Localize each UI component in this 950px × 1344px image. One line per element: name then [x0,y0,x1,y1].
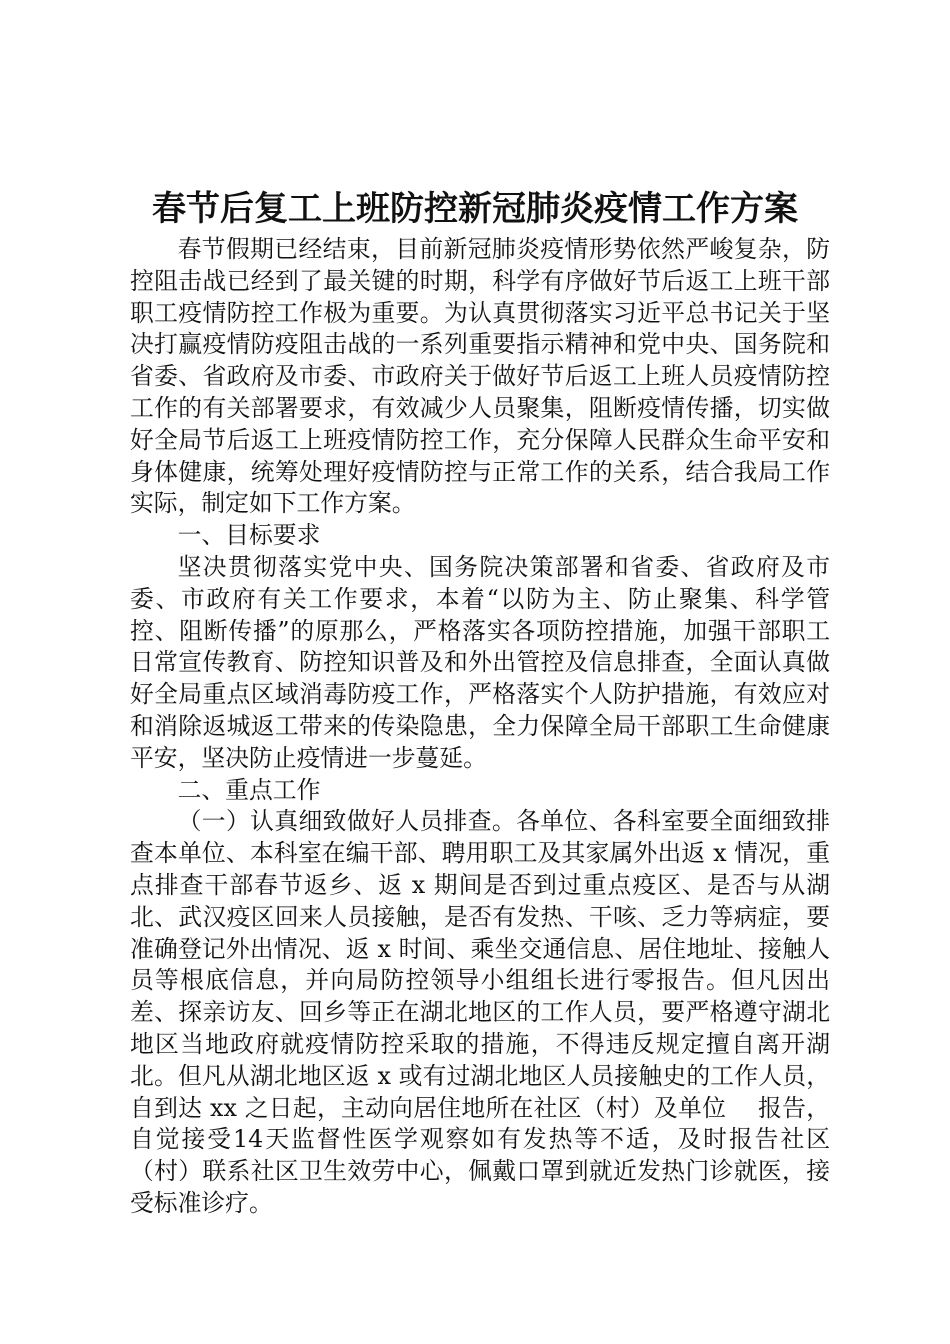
document-title: 春节后复工上班防控新冠肺炎疫情工作方案 [152,189,798,229]
intro-paragraph: 春节假期已经结束，目前新冠肺炎疫情形势依然严峻复杂，防控阻击战已经到了最关键的时期，科学有序做好节后返工上班干部职工疫情防控工作极为重要。为认真贯彻落实习近平总书记关于坚决打赢疫情防疫阻击战的一系列重要指示精神和党中央、国务院和省委、省政府及市委、市政府关于做好节后返工上班人员疫情防控工作的有关部署要求，有效减少人员聚集，阻断疫情传播，切实做好全局节后返工上班疫情防控工作，充分保障人民群众生命平安和身体健康，统筹处理好疫情防控与正常工作的关系，结合我局工作实际，制定如下工作方案。 [130,235,830,518]
section-heading-key-work: 二、重点工作 [177,775,321,804]
document-body [130,234,830,1220]
key-work-item-1-paragraph: （一）认真细致做好人员排查。各单位、各科室要全面细致排查本单位、本科室在编干部、聘用职工及其家属外出返 x 情况，重点排查干部春节返乡、返 x 期间是否到过重点疫区、是否与从湖北、武汉疫区回来人员接触，是否有发热、干咳、乏力等病症，要准确登记外出情况、返 x 时间、乘坐交通信息、居住地址、接触人员等根底信息，并向局防控领导小组组长进行零报告。但凡因出差、探亲访友、回乡等正在湖北地区的工作人员，要严格遵守湖北地区当地政府就疫情防控采取的措施，不得违反规定擅自离开湖北。但凡从湖北地区返 x 或有过湖北地区人员接触史的工作人员，自到达 xx 之日起，主动向居住地所在社区（村）及单位 报告，自觉接受14天监督性医学观察如有发热等不适，及时报告社区（村）联系社区卫生效劳中心，佩戴口罩到就近发热门诊就医，接受标准诊疗。 [130,807,830,1217]
section-heading-goals: 一、目标要求 [177,521,321,550]
goals-paragraph: 坚决贯彻落实党中央、国务院决策部署和省委、省政府及市委、市政府有关工作要求，本着“以防为主、防止聚集、科学管控、阻断传播”的原那么，严格落实各项防控措施，加强干部职工日常宣传教育、防控知识普及和外出管控及信息排查，全面认真做好全局重点区域消毒防疫工作，严格落实个人防护措施，有效应对和消除返城返工带来的传染隐患，全力保障全局干部职工生命健康平安，坚决防止疫情进一步蔓延。 [130,552,830,772]
